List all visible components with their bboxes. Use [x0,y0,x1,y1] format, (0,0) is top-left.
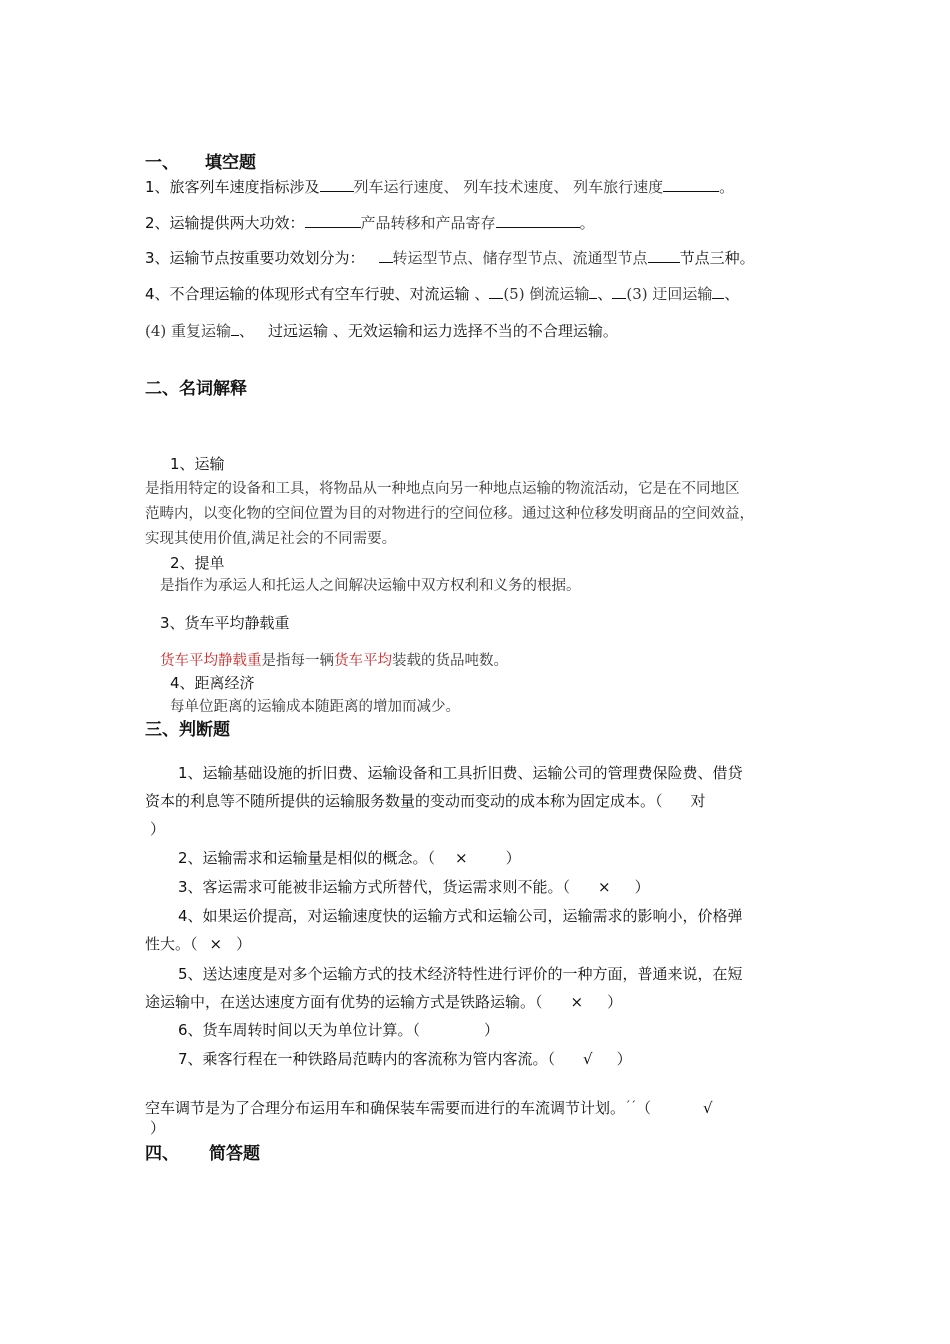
term-4-def: 每单位距离的运输成本随距离的增加而减少。 [170,699,460,715]
blank [305,213,361,228]
section-number: 一、 [145,153,179,173]
q2-answer: 产品转移和产品寄存 [360,214,496,232]
judge-3-answer: × [598,878,611,896]
q1-answer: 列车运行速度、 列车技术速度、 列车旅行速度 [353,178,664,196]
q3-suffix: 节点三种。 [679,249,755,267]
q4-answer-2: (3) 迂回运输 [626,285,713,303]
judge-7 [178,1049,632,1069]
blank [379,248,393,263]
judge-8 [145,1096,713,1118]
judge-5-close: ） [607,993,623,1011]
judge-1-text: 资本的利息等不随所提供的运输服务数量的变动而变动的成本称为固定成本。（ [145,792,663,810]
q2-suffix: 。 [579,214,595,232]
fill-q4-cont [145,321,618,341]
section-title: 简答题 [209,1144,260,1164]
judge-8-mark: ˊˊ [625,1099,637,1112]
term-3-def-end: 装载的货品吨数。 [392,653,508,669]
judge-7-text: 7、乘客行程在一种铁路局范畴内的客流称为管内客流。（ [178,1050,556,1068]
judge-8-answer: √ [703,1099,713,1117]
q4-sep: 、 [597,285,613,303]
blank [612,284,626,299]
judge-5-line-2 [145,992,622,1012]
section-3-heading: 三、判断题 [145,720,230,740]
judge-1-close: ） [150,820,166,838]
fill-q4 [145,284,739,304]
judge-2-text: 2、运输需求和运输量是相似的概念。（ [178,849,436,867]
q3-prefix: 3、运输节点按重要功效划分为： [145,249,365,267]
fill-q1 [145,177,734,197]
term-2-def: 是指作为承运人和托运人之间解决运输中双方权利和义务的根据。 [160,578,581,594]
judge-3-text: 3、客运需求可能被非运输方式所替代，货运需求则不能。（ [178,878,571,896]
judge-1-line-1: 1、运输基础设施的折旧费、运输设备和工具折旧费、运输公司的管理费保险费、借贷 [178,764,743,782]
judge-8-close: ） [150,1119,166,1137]
term-2: 2、提单 [170,554,225,572]
blank [663,177,719,192]
q4-answer-1: (5) 倒流运输 [503,285,590,303]
judge-4-line-2 [145,934,251,954]
blank [320,177,354,192]
judge-8-text: 空车调节是为了合理分布运用车和确保装车需要而进行的车流调节计划。 [145,1099,626,1117]
term-1-def-line-3: 实现其使用价值,满足社会的不同需要。 [145,531,397,547]
q1-suffix: 。 [719,178,735,196]
judge-3-close: ） [634,878,650,896]
q4-answer-3: (4) 重复运输 [145,322,232,340]
blank [489,284,503,299]
judge-8-open: （ [636,1099,652,1117]
judge-1-answer: 对 [690,792,706,810]
fill-q2 [145,213,595,233]
section-number: 四、 [145,1144,179,1164]
judge-7-close: ） [616,1050,632,1068]
judge-5-answer: × [570,993,584,1011]
judge-4-answer: × [209,935,223,953]
judge-6-close: ） [484,1021,500,1039]
judge-4-text: 性大。（ [145,935,198,953]
judge-4-close: ） [236,935,252,953]
judge-6-text: 6、货车周转时间以天为单位计算。（ [178,1021,421,1039]
judge-7-answer: √ [583,1050,593,1068]
section-1-heading [145,153,256,173]
q3-answer: 转运型节点、储存型节点、流通型节点 [392,249,648,267]
q4-suffix: 、 [724,285,740,303]
judge-1-line-2 [145,791,706,811]
blank [496,213,580,228]
fill-q3 [145,248,755,268]
term-3-highlight-1: 货车平均静载重 [160,653,262,669]
q1-prefix: 1、旅客列车速度指标涉及 [145,178,320,196]
term-4: 4、距离经济 [170,674,255,692]
term-3-highlight-2: 货车平均 [334,653,392,669]
judge-2-close: ） [505,849,521,867]
judge-4-line-1: 4、如果运价提高，对运输速度快的运输方式和运输公司，运输需求的影响小，价格弹 [178,907,743,925]
section-title: 填空题 [205,153,256,173]
judge-6 [178,1020,499,1040]
section-4-heading [145,1144,260,1164]
judge-3 [178,877,650,897]
q4-sep2: 、 [239,322,255,340]
judge-5-text: 途运输中，在送达速度方面有优势的运输方式是铁路运输。（ [145,993,543,1011]
q4-rest: 过远运输 、无效运输和运力选择不当的不合理运输。 [268,322,618,340]
term-1: 1、运输 [170,455,225,473]
blank [712,284,724,299]
judge-5-line-1: 5、送达速度是对多个运输方式的技术经济特性进行评价的一种方面，普通来说，在短 [178,965,743,983]
term-1-def-line-1: 是指用特定的设备和工具，将物品从一种地点向另一种地点运输的物流活动，它是在不同地区 [145,481,740,497]
q2-prefix: 2、运输提供两大功效： [145,214,305,232]
term-3-def-mid: 是指每一辆 [261,653,334,669]
judge-2 [178,848,521,868]
term-3: 3、货车平均静载重 [160,614,290,632]
q4-prefix: 4、不合理运输的体现形式有空车行驶、对流运输 、 [145,285,490,303]
judge-2-answer: × [455,849,468,867]
term-1-def-line-2: 范畴内，以变化物的空间位置为目的对物进行的空间位移。通过这种位移发明商品的空间效益， [145,506,754,522]
term-3-def [160,651,508,671]
blank [648,248,680,263]
blank [231,321,239,336]
section-2-heading: 二、名词解释 [145,379,247,399]
